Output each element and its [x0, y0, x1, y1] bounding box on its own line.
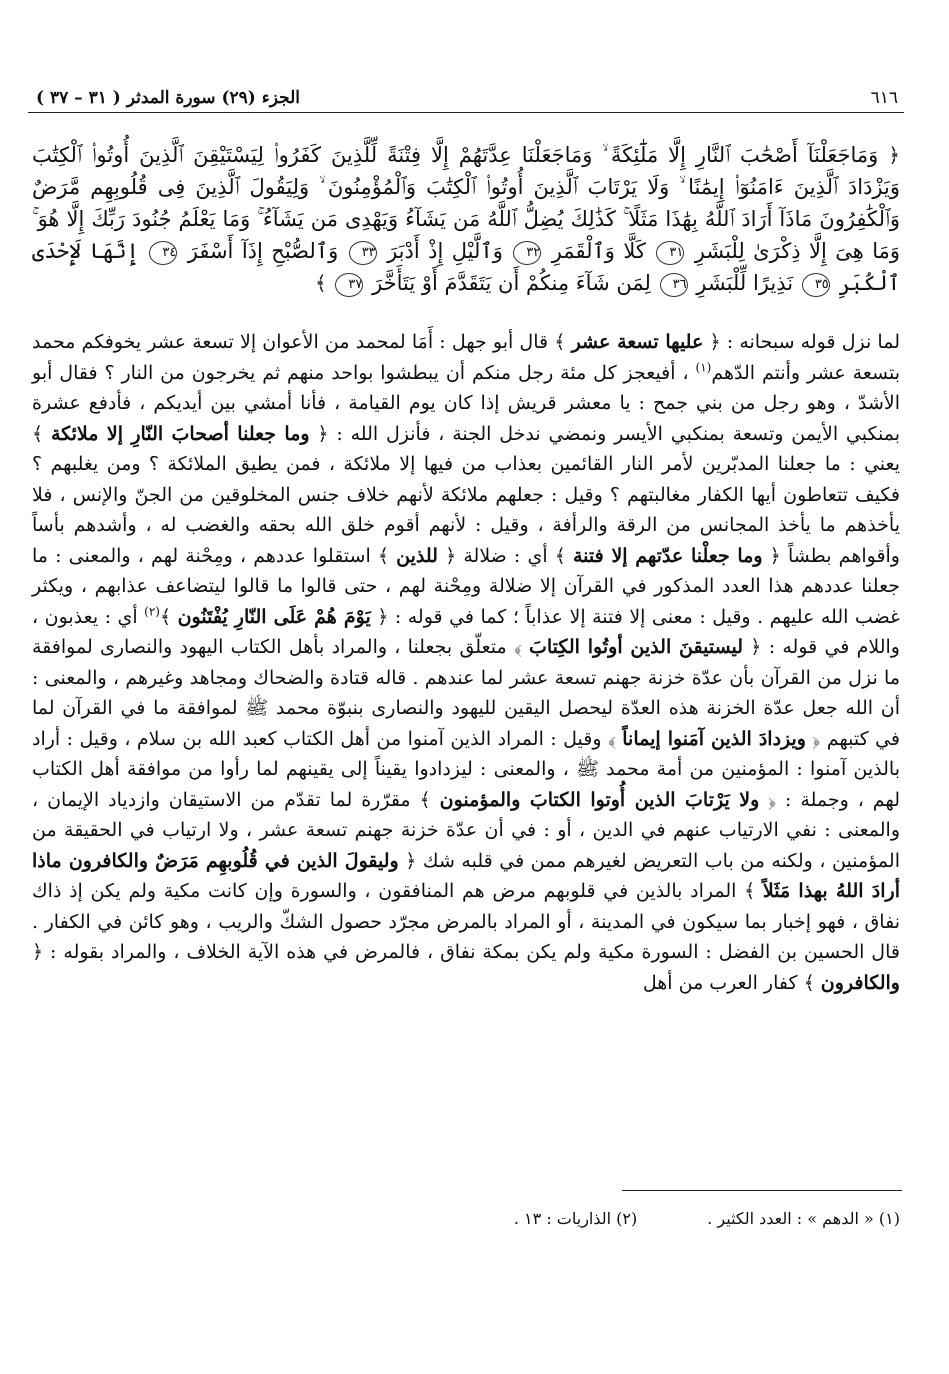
page-header: [28, 78, 904, 113]
quoted-verse: ولا يَرْتابَ الذين أُوتوا الكتابَ والمؤمنون: [439, 788, 760, 811]
ayah-number-marker: ٣١: [656, 241, 684, 265]
verse-35: إِنَّهَا لَإِحْدَى ٱلْكُبَرِ: [32, 239, 900, 295]
running-title: الجزء (٢٩) سورة المدثر ( ٣١ – ٣٧ ): [36, 88, 300, 108]
quran-verses: [28, 139, 904, 299]
footnote-ref: (١): [695, 360, 712, 375]
commentary-text: ﴾ المراد بالذين في قلوبهم مرض هم المنافقون ، والسورة وإن كانت مكية ولم يكن إذ ذاك نفاق ، فهو إخبار بما سيكون في المدينة ، أو المراد بالمرض مجرّد حصول الشكّ والريب ، وهو كائن في الكفار . قال الحسين بن الفضل : السورة مكية ولم يكن بمكة نفاق ، فالمرض في هذه الآية الخلاف ، والمراد بقوله : ﴿: [32, 880, 900, 963]
verse-33: وَٱلَّيْلِ إِذْ أَدْبَرَ: [387, 239, 503, 263]
verse-32: كَلَّا وَٱلْقَمَرِ: [551, 239, 646, 263]
commentary-text: لما نزل قوله سبحانه : ﴿: [703, 331, 900, 353]
quoted-verse: عليها تسعة عشر: [571, 331, 704, 353]
ayah-number-marker: ٣٤: [149, 241, 177, 265]
commentary-text: ﴾ أي : ضلالة ﴿: [437, 544, 573, 567]
book-page: [28, 78, 904, 1358]
commentary-text: أي : يعذبون ، واللام في قوله : ﴿: [32, 605, 900, 658]
commentary-text: ﴾ متعلّق بجعلنا ، والمراد بأهل الكتاب اليهود والنصارى لموافقة ما نزل من القرآن بأن عدّة خزنة جهنم تسعة عشر لما عندهم . قاله قتادة والضحاك ومجاهد وغيرهم ، والمعنى : أن الله جعل عدّة الخزنة هذه العدّة ليحصل اليقين لليهود والنصارى بنبوّة محمد ﷺ لموافقة ما في القرآن لما في كتبهم ﴿: [32, 636, 900, 750]
commentary-text: ﴾ كفار العرب من أهل: [642, 971, 821, 994]
footnotes: [28, 1190, 904, 1228]
commentary-text: ، أفيعجز كل مئة رجل منكم أن يبطشوا بواحد منهم ثم يخرجون من النار ؟ فقال أبو الأشدّ ، وهو رجل من بني جمح : يا معشر قريش إذا كان يوم القيامة ، فأنا أمشي بين أيديكم ، فأدفع عشرة بمنكبي الأيمن وتسعة بمنكبي الأيسر ونمضي ندخل الجنة ، فأنزل الله : ﴿: [32, 361, 901, 445]
footnote-divider: [622, 1190, 902, 1191]
quoted-verse: يَوْمَ هُمْ عَلَى النّارِ يُفْتَنُون: [177, 605, 371, 628]
footnote-1: (١) « الدهم » : العدد الكثير .: [707, 1209, 900, 1228]
ayah-number-marker: ٣٣: [349, 241, 377, 265]
ayah-number-marker: ٣٥: [802, 273, 830, 297]
verse-36: نَذِيرًا لِّلْبَشَرِ: [696, 271, 794, 295]
quoted-verse: وما جعلنا أصحابَ النّارِ إلا ملائكة: [50, 422, 310, 445]
ayah-number-marker: ٣٢: [513, 241, 541, 265]
footnote-ref: (٢): [144, 604, 160, 619]
commentary-text: ﴾ وقيل : المراد الذين آمنوا من أهل الكتاب كعبد الله بن سلام ، وقيل : أراد بالذين آمنوا : المؤمنين من أمة محمد ﷺ ، والمعنى : ليزدادوا يقيناً إلى يقينهم لما رأوا من موافقة أهل الكتاب لهم ، وجملة : ﴿: [32, 727, 900, 811]
commentary-text: ﴾: [159, 605, 178, 628]
tafsir-commentary: [28, 327, 904, 998]
quran-open-ornament: ﴿: [888, 143, 900, 167]
quoted-verse: ليستيقنَ الذين أوتُوا الكِتابَ: [528, 636, 744, 658]
quoted-verse: ويزدادَ الذين آمَنوا إيماناً: [622, 727, 806, 750]
ayah-number-marker: ٣٧: [335, 273, 363, 297]
quoted-verse: وما جعلْنا عدّتهم إلا فتنة: [573, 544, 763, 567]
verse-34: وَٱلصُّبْحِ إِذَآ أَسْفَرَ: [187, 239, 339, 263]
verse-37: لِمَن شَآءَ مِنكُمْ أَن يَتَقَدَّمَ أَوْ يَتَأَخَّرَ: [372, 271, 651, 295]
ayah-number-marker: ٣٦: [660, 273, 688, 297]
quran-close-ornament: ﴾: [314, 271, 327, 295]
footnote-2: (٢) الذاريات : ١٣ .: [513, 1209, 638, 1228]
commentary-text: ﴾ استقلوا عددهم ، ومِحْنة لهم ، والمعنى : ما جعلنا عددهم هذا العدد المذكور في القرآن إلا ضلالة ومِحْنة لهم ، حتى قالوا ما قالوا ليتضاعف عذابهم ، ويكثر غضب الله عليهم . وقيل : معنى إلا فتنة إلا عذاباً ؛ كما في قوله : ﴿: [32, 544, 900, 628]
quoted-verse: والكافرون: [820, 971, 900, 994]
commentary-text: ﴾ يعني : ما جعلنا المدبّرين لأمر النار القائمين بعذاب من فيها إلا ملائكة ، فمن يطيق الملائكة ؟ ومن يغلبهم ؟ فكيف تتعاطون أيها الكفار مغالبتهم ؟ وقيل : جعلهم ملائكة لأنهم خلاف جنس المخلوقين من الجنّ والإنس ، فلا يأخذهم ما يأخذ المجانس من الرقة والرأفة ، وقيل : لأنهم أقوم خلق الله بحقه والغضب له ، وأشدهم بأساً وأقواهم بطشاً ﴿: [32, 422, 900, 567]
commentary-text: ﴾ مقرّرة لما تقدّم من الاستيقان وازدياد الإيمان ، والمعنى : نفي الارتياب عنهم في الدين ، أو : في أن عدّة خزنة جهنم تسعة عشر ، ولا ارتياب في الحقيقة من المؤمنين ، ولكنه من باب التعريض لغيرهم ممن في قلبه شك ﴿: [32, 788, 900, 872]
verse-31: وَمَاجَعَلْنَآ أَصْحَٰبَ ٱلنَّارِ إِلَّا مَلَٰٓئِكَةً ۙ وَمَاجَعَلْنَا عِدَّتَهُمْ إِلَّا فِتْنَةً لِّلَّذِينَ كَفَرُوا۟ لِيَسْتَيْقِنَ ٱلَّذِينَ أُوتُوا۟ ٱلْكِتَٰبَ وَيَزْدَادَ ٱلَّذِينَ ءَامَنُوٓا۟ إِيمَٰنًا ۙ وَلَا يَرْتَابَ ٱلَّذِينَ أُوتُوا۟ ٱلْكِتَٰبَ وَٱلْمُؤْمِنُونَ ۙ وَلِيَقُولَ ٱلَّذِينَ فِى قُلُوبِهِم مَّرَضٌ وَٱلْكَٰفِرُونَ مَاذَآ أَرَادَ ٱللَّهُ بِهَٰذَا مَثَلًا ۚ كَذَٰلِكَ يُضِلُّ ٱللَّهُ مَن يَشَآءُ وَيَهْدِى مَن يَشَآءُ ۚ وَمَا يَعْلَمُ جُنُودَ رَبِّكَ إِلَّا هُوَ ۚ وَمَا هِىَ إِلَّا ذِكْرَىٰ لِلْبَشَرِ: [32, 143, 901, 263]
page-number: ٦١٦: [870, 88, 898, 108]
quoted-verse: وليقولَ الذين في قُلُوبهِم مَرَضٌ والكافرون ماذا أرادَ اللهُ بهذا مَثَلاً: [32, 849, 900, 902]
commentary-text: ﴾ قال أبو جهل : أَمَا لمحمد من الأعوان إلا تسعة عشر يخوفكم محمد بتسعة عشر وأنتم الدّهم: [32, 331, 900, 384]
quoted-verse: للذين: [396, 544, 438, 567]
